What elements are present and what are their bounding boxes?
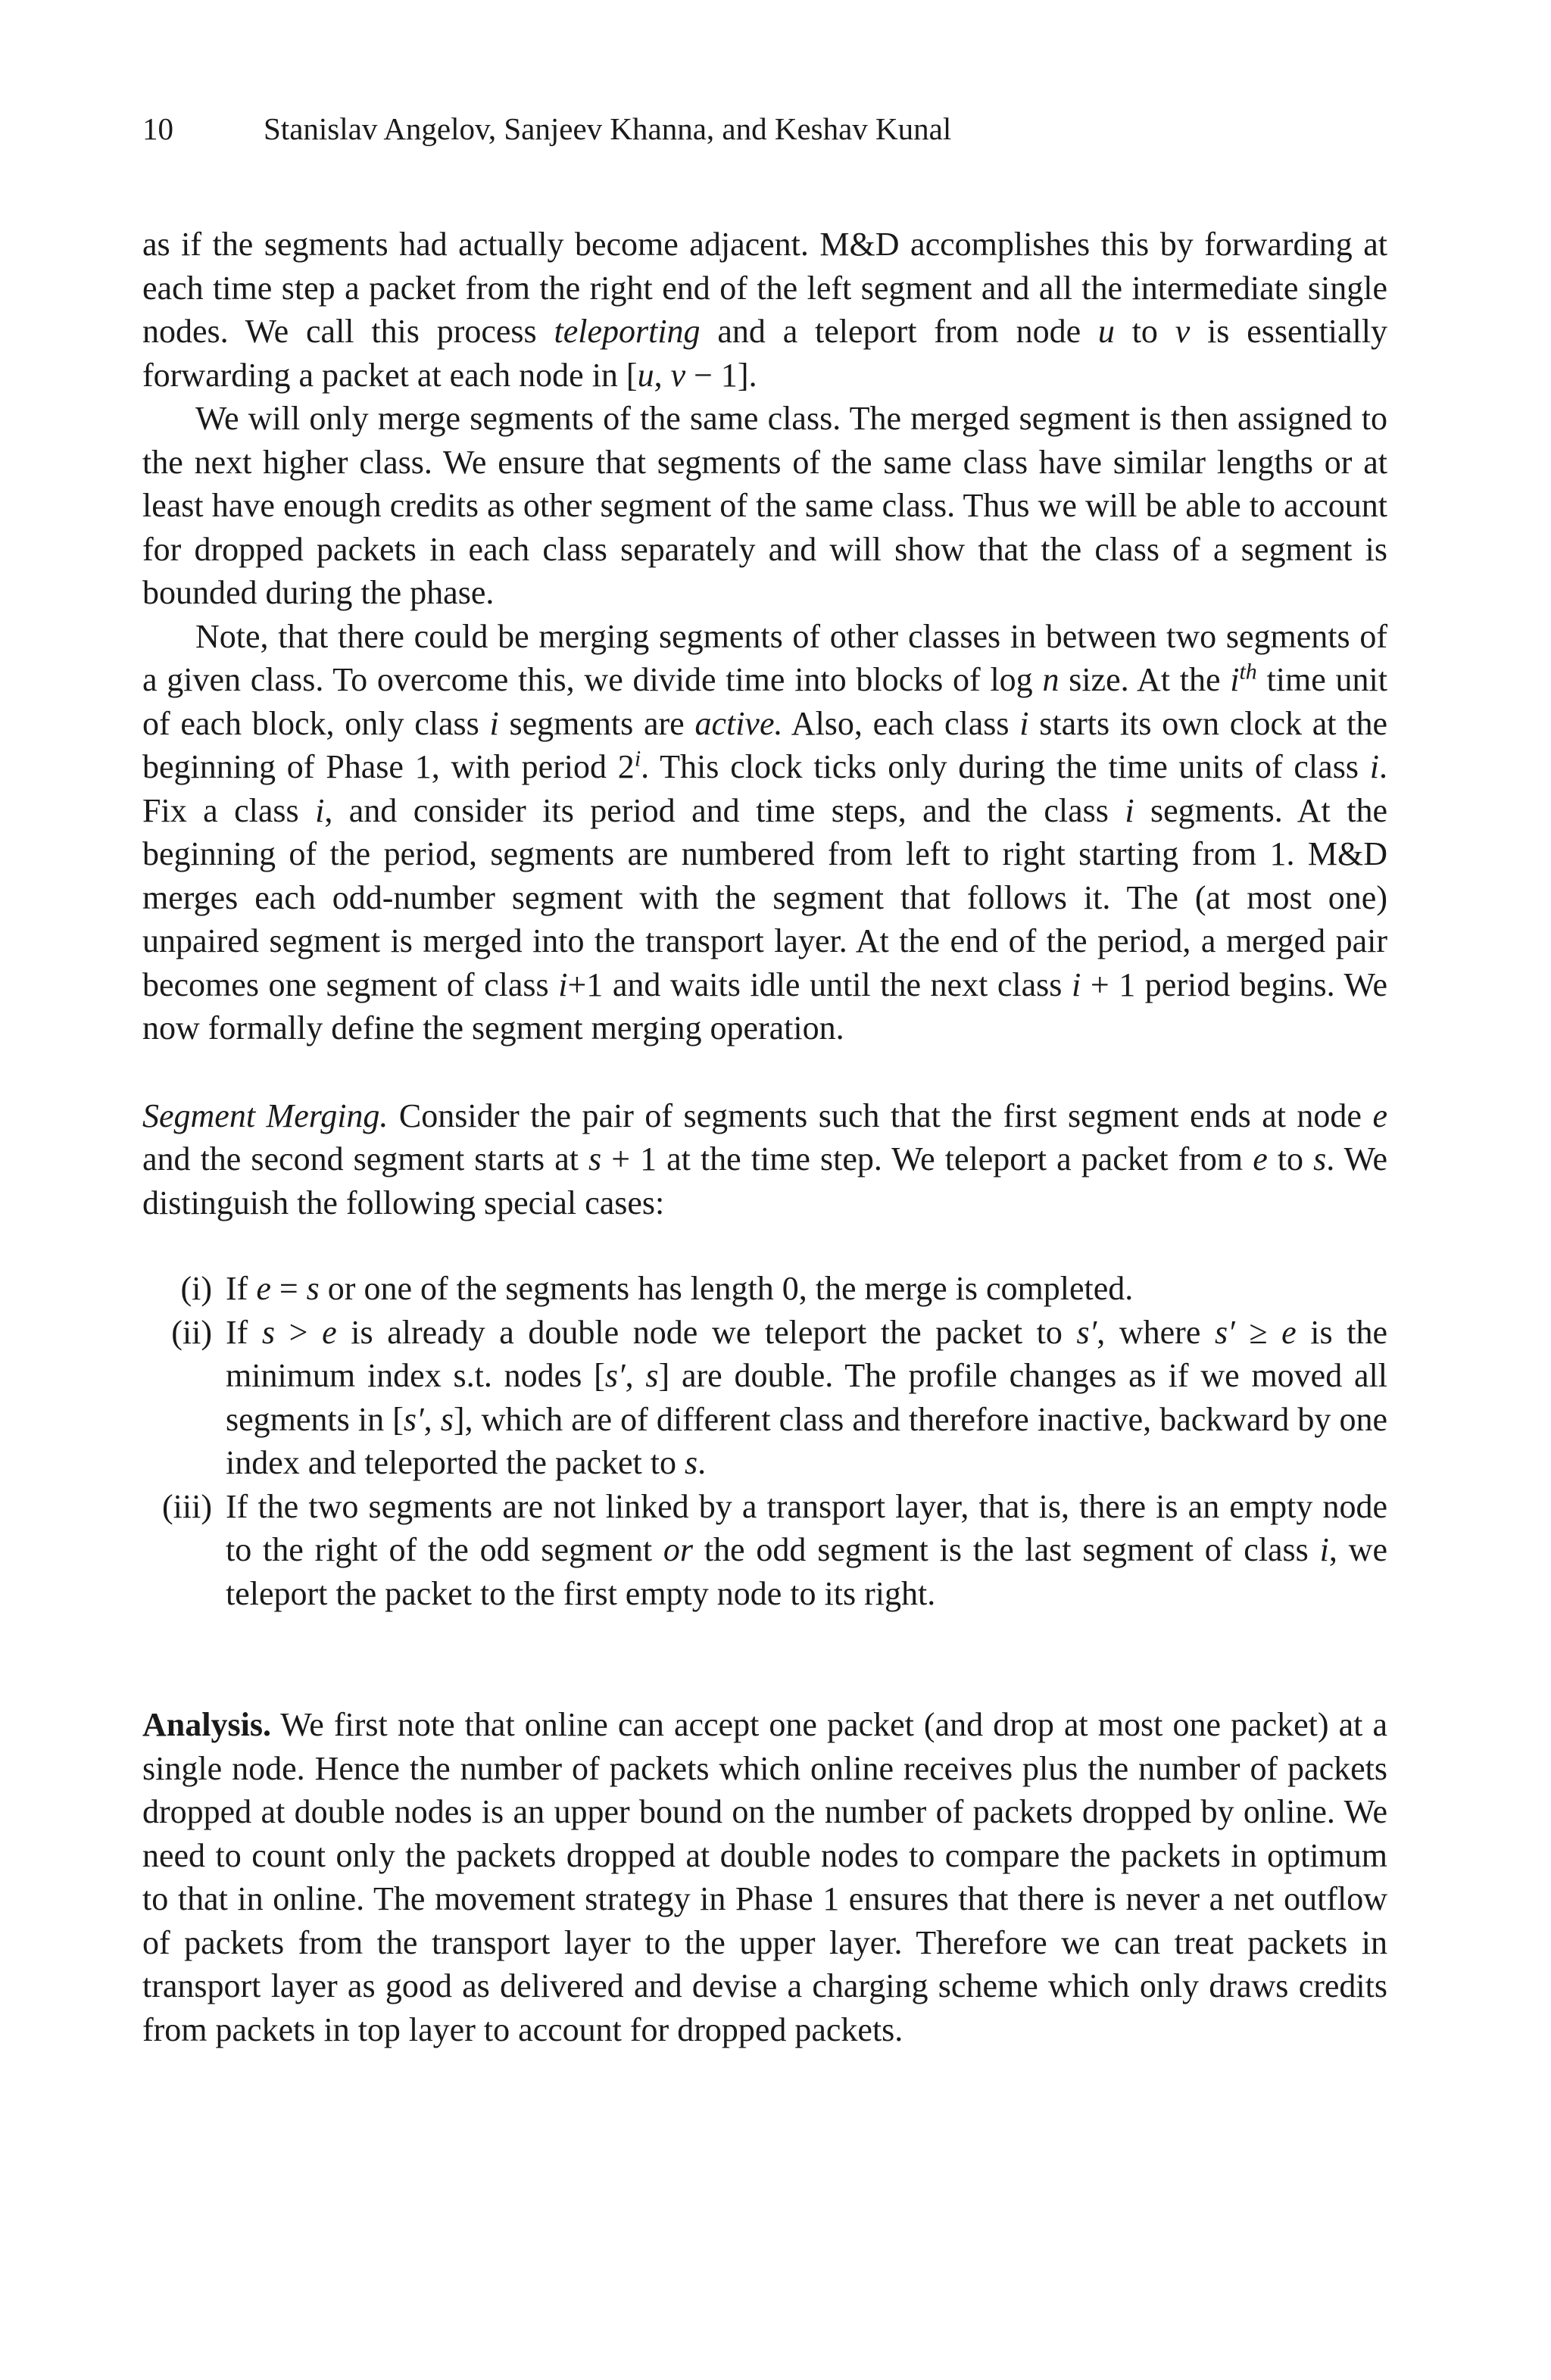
paper-page xyxy=(142,106,1387,2051)
paragraph-same-class: We will only merge segments of the same class. The merged segment is then assigned to the next higher class. We ensure that segments of the same class have similar lengths or at least have enough credits as other segment of the same class. Thus we will be able to account for dropped packets in each class separately and will show that the class of a segment is bounded during the phase. xyxy=(142,400,1387,611)
case-number: (ii) xyxy=(171,1313,212,1351)
case-item: (iii) If the two segments are not linked by a transport layer, that is, there is an empty node to the right of the odd segment or the odd segment is the last segment of class i, we teleport the packet to the first empty node to its right. xyxy=(142,1485,1387,1616)
running-head xyxy=(142,106,1387,151)
paragraph-teleporting: as if the segments had actually become adjacent. M&D accomplishes this by forwarding at each time step a packet from the right end of the left segment and all the intermediate single nodes. We call this process teleporting and a teleport from node u to v is essentially forwarding a packet at each node in [u, v − 1]. xyxy=(142,226,1387,394)
paragraph-classes-blocks: Note, that there could be merging segments of other classes in between two segments of a given class. To overcome this, we divide time into blocks of log n size. At the $i^{th}$ time unit of each block, only class i segments are active. Also, each class i starts its own clock at the beginning of Phase 1, with period 2$^i$. This clock ticks only during the time units of class i. Fix a class i, and consider its period and time steps, and the class i segments. At the beginning of the period, segments are numbered from left to right starting from 1. M&D merges each odd-number segment with the segment that follows it. The (at most one) unpaired segment is merged into the transport layer. At the end of the period, a merged pair becomes one segment of class i+1 and waits idle until the next class i + 1 period begins. We now formally define the segment merging operation. xyxy=(142,617,1388,1047)
case-number: (i) xyxy=(180,1270,212,1307)
term-teleporting: teleporting xyxy=(554,313,701,350)
author-line: Stanislav Angelov, Sanjeev Khanna, and Keshav Kunal xyxy=(264,111,952,146)
page-number: 10 xyxy=(142,111,173,146)
paragraph-analysis: Analysis. We first note that online can accept one packet (and drop at most one packet) at a single node. Hence the number of packets which online receives plus the number of packets dropped at double nodes is an upper bound on the number of packets dropped by online. We need to count only the packets dropped at double nodes to compare the packets in optimum to that in online. The movement strategy in Phase 1 ensures that there is never a net outflow of packets from the transport layer to the upper layer. Therefore we can treat packets in transport layer as good as delivered and devise a charging scheme which only draws credits from packets in top layer to account for dropped packets. xyxy=(142,1706,1387,2048)
case-item: (ii) If s > e is already a double node we teleport the packet to s′, where s′ ≥ e is the minimum index s.t. nodes [s′, s] are double. The profile changes as if we moved all segments in [s′, s], which are of different class and therefore inactive, backward by one index and teleported the packet to s. xyxy=(142,1311,1387,1485)
analysis-heading: Analysis. xyxy=(142,1706,271,1743)
segment-merging-heading: Segment Merging. xyxy=(142,1096,389,1134)
case-number: (iii) xyxy=(162,1487,212,1525)
paragraph-segment-merging: Segment Merging. Consider the pair of segments such that the first segment ends at node e and the second segment starts at s + 1 at the time step. We teleport a packet from e to s. We distinguish the following special cases: xyxy=(142,1096,1387,1221)
case-item: (i) If e = s or one of the segments has length 0, the merge is completed. xyxy=(142,1267,1387,1311)
term-active: active. xyxy=(694,704,783,742)
special-cases-list xyxy=(142,1267,1387,1615)
